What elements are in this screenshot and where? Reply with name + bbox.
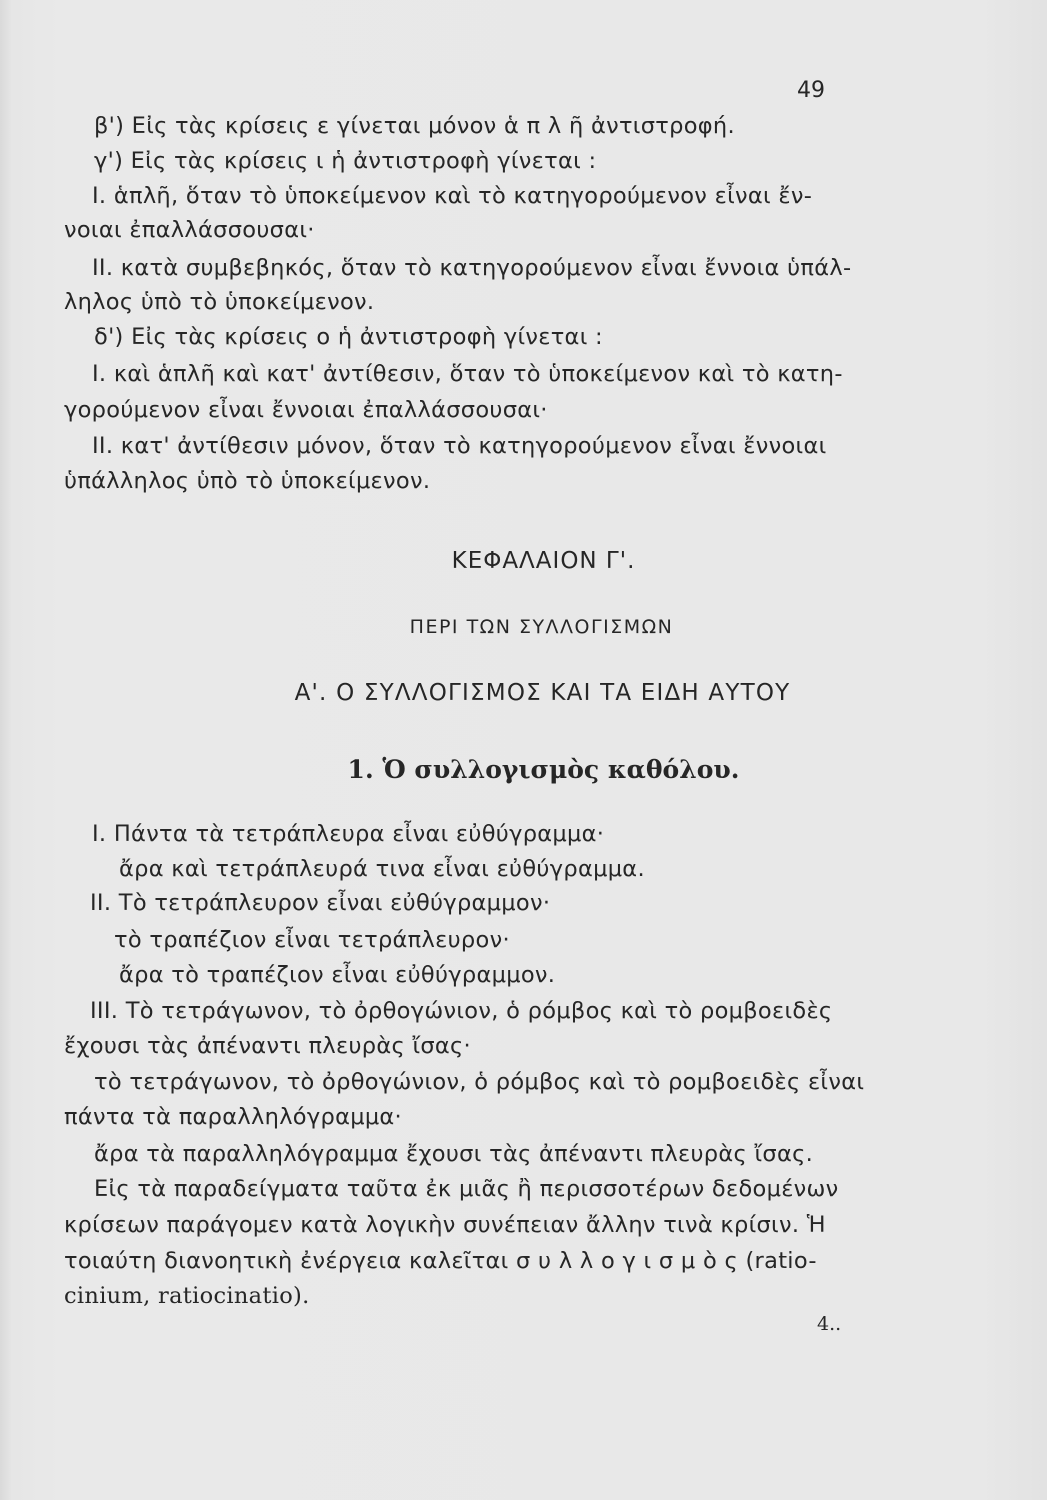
text-line: γ') Εἰς τὰς κρίσεις ι ἡ ἀντιστροφὴ γίνεται : <box>94 148 597 174</box>
text-line: II. κατὰ συμβεβηκός, ὅταν τὸ κατηγορούμενον εἶναι ἔννοια ὑπάλ- <box>92 255 852 281</box>
paragraph-line: cinium, ratiocinatio). <box>64 1283 310 1309</box>
text-line: β') Εἰς τὰς κρίσεις ε γίνεται μόνον ἁ π λ ῆ ἀντιστροφή. <box>94 113 735 139</box>
example-line: III. Τὸ τετράγωνον, τὸ ὀρθογώνιον, ὁ ρόμβος καὶ τὸ ρομβοειδὲς <box>90 998 833 1024</box>
example-line: II. Τὸ τετράπλευρον εἶναι εὐθύγραμμον· <box>90 890 551 916</box>
example-line: ἄρα τὰ παραλληλόγραμμα ἔχουσι τὰς ἀπέναντι πλευρὰς ἴσας. <box>94 1141 814 1167</box>
example-line: τὸ τετράγωνον, τὸ ὀρθογώνιον, ὁ ρόμβος καὶ τὸ ρομβοειδὲς εἶναι <box>94 1069 865 1095</box>
text-line: I. ἁπλῆ, ὅταν τὸ ὑποκείμενον καὶ τὸ κατηγορούμενον εἶναι ἔν- <box>92 183 813 209</box>
chapter-title: ΚΕΦΑΛΑΙΟΝ Γ'. <box>451 548 636 574</box>
example-line: I. Πάντα τὰ τετράπλευρα εἶναι εὐθύγραμμα· <box>92 821 605 847</box>
example-line: τὸ τραπέζιον εἶναι τετράπλευρον· <box>114 927 510 953</box>
paragraph-line: κρίσεων παράγομεν κατὰ λογικὴν συνέπειαν ἄλλην τινὰ κρίσιν. Ἡ <box>64 1212 826 1238</box>
paragraph-line: τοιαύτη διανοητικὴ ἐνέργεια καλεῖται σ υ λ λ ο γ ι σ μ ὸ ς (ratio- <box>64 1248 817 1274</box>
example-line: πάντα τὰ παραλληλόγραμμα· <box>64 1104 403 1130</box>
example-line: ἔχουσι τὰς ἀπέναντι πλευρὰς ἴσας· <box>64 1033 472 1059</box>
text-line: δ') Εἰς τὰς κρίσεις ο ἡ ἀντιστροφὴ γίνεται : <box>94 324 603 350</box>
page-number: 49 <box>797 78 825 103</box>
text-line: II. κατ' ἀντίθεσιν μόνον, ὅταν τὸ κατηγορούμενον εἶναι ἔννοιαι <box>92 433 827 459</box>
paragraph-line: Εἰς τὰ παραδείγματα ταῦτα ἐκ μιᾶς ἢ περισσοτέρων δεδομένων <box>94 1176 839 1202</box>
subsection-title: 1. Ὁ συλλογισμὸς καθόλου. <box>347 755 740 784</box>
text-line: γορούμενον εἶναι ἔννοιαι ἐπαλλάσσουσαι· <box>64 397 548 423</box>
chapter-subtitle: ΠΕΡΙ ΤΩΝ ΣΥΛΛΟΓΙΣΜΩΝ <box>409 616 674 638</box>
example-line: ἄρα καὶ τετράπλευρά τινα εἶναι εὐθύγραμμα. <box>119 856 645 882</box>
example-line: ἄρα τὸ τραπέζιον εἶναι εὐθύγραμμον. <box>119 962 556 988</box>
text-line: ὑπάλληλος ὑπὸ τὸ ὑποκείμενον. <box>64 468 431 494</box>
text-line: νοιαι ἐπαλλάσσουσαι· <box>64 217 315 243</box>
text-line: I. καὶ ἁπλῆ καὶ κατ' ἀντίθεσιν, ὅταν τὸ ὑποκείμενον καὶ τὸ κατη- <box>92 361 843 387</box>
section-title: Α'. Ο ΣΥΛΛΟΓΙΣΜΟΣ ΚΑΙ ΤΑ ΕΙΔΗ ΑΥΤΟΥ <box>294 680 791 706</box>
text-line: ληλος ὑπὸ τὸ ὑποκείμενον. <box>64 289 375 315</box>
signature-mark: 4.. <box>817 1313 842 1335</box>
